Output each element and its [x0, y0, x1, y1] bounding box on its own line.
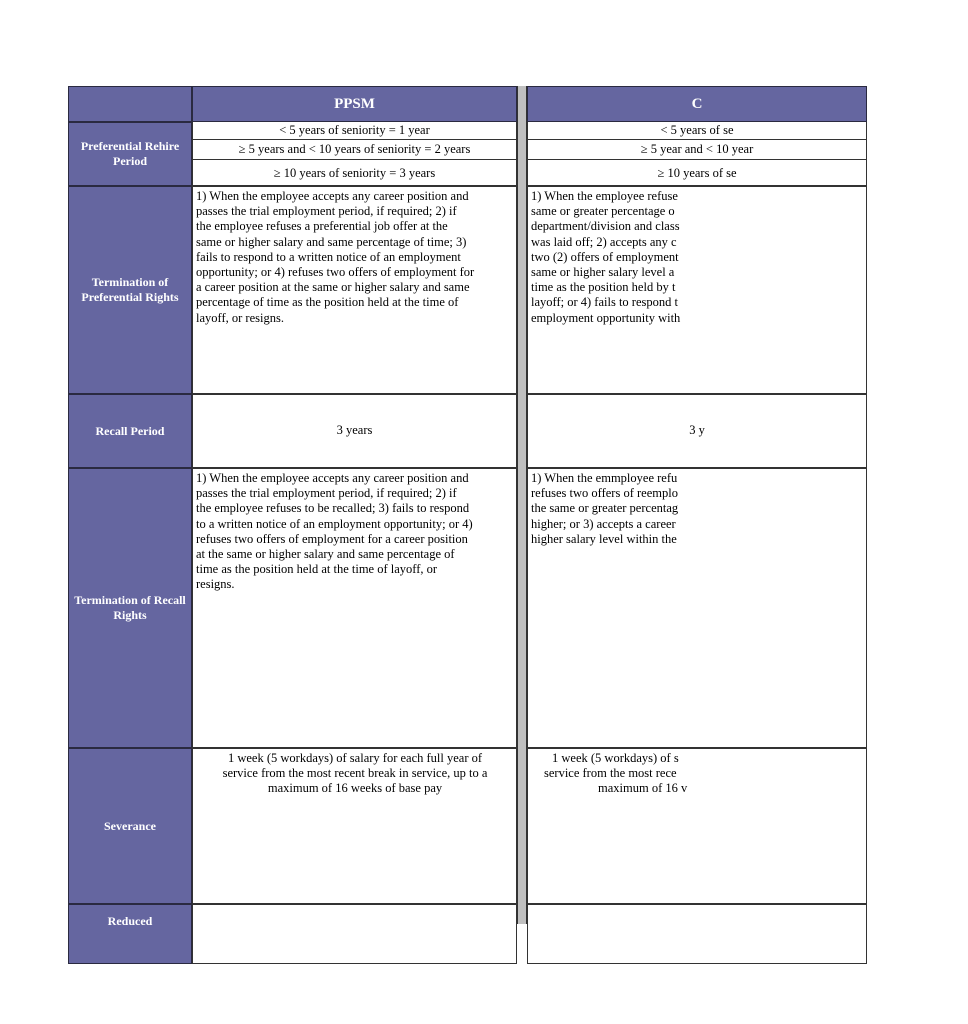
row-label-termination-preferential: Termination of Preferential Rights — [68, 186, 192, 394]
header-ppsm: PPSM — [192, 86, 517, 122]
rehire-col2 — [527, 122, 867, 186]
row-label-recall-period: Recall Period — [68, 394, 192, 468]
text-line: same or higher salary and same percentage of time; 3) — [196, 234, 467, 249]
text-line: refuses two offers of employment for a career position — [196, 531, 468, 546]
reduced-col1 — [192, 904, 517, 964]
text-line: refuses two offers of reemplo — [531, 486, 678, 501]
text-line: service from the most rece — [544, 766, 677, 781]
rehire-col2-line: ≥ 10 years of se — [657, 166, 737, 180]
text-line: time as the position held by t — [531, 280, 676, 295]
text-line: 1 week (5 workdays) of s — [552, 751, 679, 765]
row-label-reduced: Reduced — [68, 904, 192, 964]
text-line: two (2) offers of employment — [531, 249, 679, 264]
recall-period-col2: 3 y — [527, 394, 867, 468]
text-line: the same or greater percentag — [531, 501, 679, 516]
termination-recall-col1 — [192, 468, 517, 748]
recall-period-col1: 3 years — [192, 394, 517, 468]
reduced-col2 — [527, 904, 867, 964]
termination-preferential-col2 — [527, 186, 867, 394]
text-line: passes the trial employment period, if required; 2) if — [196, 486, 457, 501]
text-line: time as the position held at the time of layoff, or — [196, 562, 438, 577]
text-line: percentage of time as the position held at the time of — [196, 295, 459, 310]
rehire-col1 — [192, 122, 517, 186]
text-line: employment opportunity with — [531, 310, 681, 325]
text-line: 1) When the employee accepts any career position and — [196, 471, 469, 485]
row-label-termination-recall: Termination of Recall Rights — [68, 468, 192, 748]
rehire-col1-line: ≥ 10 years of seniority = 3 years — [273, 166, 436, 180]
text-line: at the same or higher salary and same percentage of — [196, 547, 455, 562]
text-line: department/division and class — [531, 219, 680, 234]
rehire-col2-line: < 5 years of se — [528, 122, 866, 140]
text-line: service from the most recent break in service, up to a — [222, 766, 488, 781]
text-line: 1) When the employee refuse — [531, 189, 678, 203]
severance-col2 — [527, 748, 867, 904]
rehire-col1-line: < 5 years of seniority = 1 year — [193, 122, 516, 140]
severance-col1 — [192, 748, 517, 904]
text-line: same or higher salary level a — [531, 265, 675, 280]
header-corner — [68, 86, 192, 122]
text-line: 1) When the employee accepts any career position and — [196, 189, 469, 203]
termination-preferential-col1 — [192, 186, 517, 394]
header-second-column: C — [527, 86, 867, 122]
rehire-col1-line: ≥ 5 years and < 10 years of seniority = 2 years — [193, 140, 516, 160]
text-line: 1 week (5 workdays) of salary for each full year of — [227, 751, 483, 765]
text-line: maximum of 16 weeks of base pay — [267, 781, 443, 796]
row-label-severance: Severance — [68, 748, 192, 904]
text-line: 1) When the emmployee refu — [531, 471, 678, 485]
text-line: fails to respond to a written notice of an employment — [196, 249, 461, 264]
text-line: the employee refuses to be recalled; 3) fails to respond — [196, 501, 470, 516]
text-line: opportunity; or 4) refuses two offers of employment for — [196, 265, 475, 280]
text-line: higher; or 3) accepts a career — [531, 516, 676, 531]
rehire-col2-line: ≥ 5 year and < 10 year — [528, 140, 866, 160]
text-line: a career position at the same or higher salary and same — [196, 280, 470, 295]
text-line: to a written notice of an employment opportunity; or 4) — [196, 516, 473, 531]
text-line: passes the trial employment period, if required; 2) if — [196, 204, 457, 219]
text-line: maximum of 16 v — [598, 781, 688, 796]
text-line: resigns. — [196, 577, 235, 592]
comparison-table — [68, 86, 754, 928]
text-line: layoff; or 4) fails to respond t — [531, 295, 678, 310]
text-line: the employee refuses a preferential job offer at the — [196, 219, 448, 234]
column-separator — [517, 86, 527, 924]
text-line: was laid off; 2) accepts any c — [531, 234, 677, 249]
text-line: same or greater percentage o — [531, 204, 675, 219]
termination-recall-col2 — [527, 468, 867, 748]
row-label-rehire: Preferential Rehire Period — [68, 122, 192, 186]
text-line: higher salary level within the — [531, 531, 677, 546]
text-line: layoff, or resigns. — [196, 310, 284, 325]
